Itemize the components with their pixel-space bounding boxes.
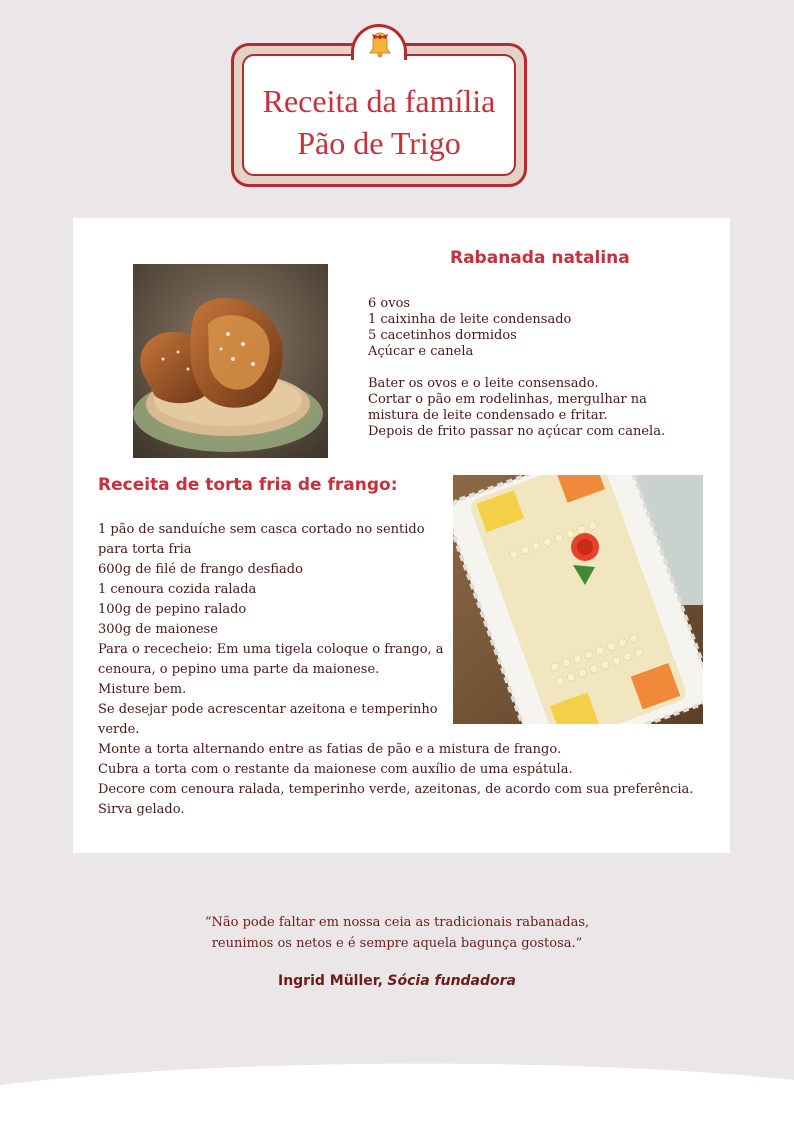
page-title (244, 80, 514, 164)
rabanada-ingredients (368, 296, 571, 360)
recipe-line: verde. (98, 722, 140, 737)
recipe-line: Decore com cenoura ralada, temperinho verde, azeitonas, de acordo com sua preferência. (98, 782, 694, 797)
author-name: Ingrid Müller, (277, 973, 383, 989)
torta-title: Receita de torta fria de frango: (98, 475, 398, 495)
title-plaque-inner (242, 54, 516, 176)
rabanada-title: Rabanada natalina (450, 248, 630, 268)
recipe-line: 100g de pepino ralado (98, 602, 247, 617)
title-plaque (231, 43, 527, 187)
christmas-bell-icon (366, 30, 394, 62)
recipe-line: cenoura, o pepino uma parte da maionese. (98, 662, 380, 677)
method-line: Bater os ovos e o leite consensado. (368, 376, 599, 391)
page-title-line2: Pão de Trigo (297, 125, 461, 161)
method-line: Depois de frito passar no açúcar com canela. (368, 424, 666, 439)
recipe-line: para torta fria (98, 542, 192, 557)
torta-recipe-text (98, 520, 693, 820)
recipe-line: 1 pão de sanduíche sem casca cortado no sentido (98, 522, 425, 537)
french-toast-photo (133, 264, 328, 458)
quote-author (150, 973, 644, 989)
recipe-line: 600g de filé de frango desfiado (98, 562, 303, 577)
quote-line1: “Não pode faltar em nossa ceia as tradicionais rabanadas, (204, 915, 590, 930)
recipe-line: Para o rececheio: Em uma tigela coloque o frango, a (98, 642, 444, 657)
recipe-line: 300g de maionese (98, 622, 218, 637)
recipe-line: Se desejar pode acrescentar azeitona e temperinho (98, 702, 438, 717)
page-title-line1: Receita da família (262, 83, 496, 119)
quote-line2: reunimos os netos e é sempre aquela bagunça gostosa.” (211, 936, 583, 951)
ingredient-item: 5 cacetinhos dormidos (368, 328, 517, 343)
recipe-line: Sirva gelado. (98, 802, 185, 817)
recipe-line: Misture bem. (98, 682, 187, 697)
ingredient-item: 6 ovos (368, 296, 411, 311)
ingredient-item: Açúcar e canela (368, 344, 474, 359)
recipe-line: Monte a torta alternando entre as fatias de pão e a mistura de frango. (98, 742, 562, 757)
author-role: Sócia fundadora (387, 973, 516, 989)
footer-wave (0, 1050, 794, 1123)
method-line: Cortar o pão em rodelinhas, mergulhar na (368, 392, 647, 407)
method-line: mistura de leite condensado e fritar. (368, 408, 608, 423)
rabanada-method (368, 376, 665, 440)
recipe-line: Cubra a torta com o restante da maionese com auxílio de uma espátula. (98, 762, 573, 777)
ingredient-item: 1 caixinha de leite condensado (368, 312, 572, 327)
recipe-line: 1 cenoura cozida ralada (98, 582, 257, 597)
